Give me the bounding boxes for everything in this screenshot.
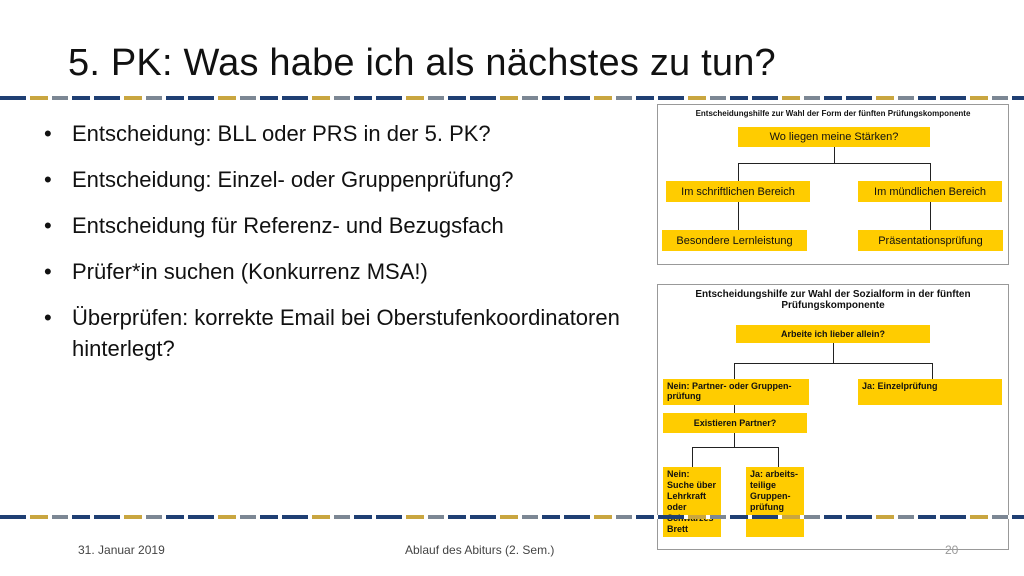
slide-title: 5. PK: Was habe ich als nächstes zu tun?	[68, 42, 776, 84]
connector	[738, 163, 930, 164]
bullet-list	[42, 118, 622, 379]
footer-title: Ablauf des Abiturs (2. Sem.)	[405, 543, 555, 557]
connector	[932, 363, 933, 379]
bll-node: Besondere Lernleistung	[662, 230, 807, 251]
oral-node: Im mündlichen Bereich	[858, 181, 1002, 202]
single-node: Ja: Einzelprüfung	[858, 379, 1002, 405]
social-form-diagram	[657, 284, 1009, 550]
prs-node: Präsentationsprüfung	[858, 230, 1003, 251]
form-decision-diagram	[657, 104, 1009, 265]
connector	[692, 447, 778, 448]
footer-date: 31. Januar 2019	[78, 543, 165, 557]
connector	[734, 363, 735, 379]
bottom-divider	[0, 515, 1024, 519]
bullet-item: • Überprüfen: korrekte Email bei Oberstufenkoordinatoren hinterlegt?	[42, 302, 622, 364]
top-divider	[0, 96, 1024, 100]
connector	[930, 202, 931, 230]
partner-question-node: Existieren Partner?	[663, 413, 807, 433]
group-node: Nein: Partner- oder Gruppen-prüfung	[663, 379, 809, 405]
written-node: Im schriftlichen Bereich	[666, 181, 810, 202]
connector	[778, 447, 779, 467]
connector	[834, 147, 835, 163]
connector	[833, 343, 834, 363]
diagram-heading: Entscheidungshilfe zur Wahl der Form der fünften Prüfungskomponente	[695, 109, 971, 118]
connector	[734, 433, 735, 447]
diagram-heading: Entscheidungshilfe zur Wahl der Sozialform in der fünften Prüfungskomponente	[695, 289, 971, 311]
bullet-item: • Entscheidung: Einzel- oder Gruppenprüfung?	[42, 164, 622, 195]
root-node: Arbeite ich lieber allein?	[736, 325, 930, 343]
bullet-item: • Entscheidung: BLL oder PRS in der 5. PK?	[42, 118, 622, 149]
connector	[734, 405, 735, 413]
partner-yes-node: Ja: arbeits-teilige Gruppen-prüfung	[746, 467, 804, 537]
connector	[738, 202, 739, 230]
page-number: 20	[945, 543, 959, 557]
connector	[738, 163, 739, 181]
bullet-item: • Prüfer*in suchen (Konkurrenz MSA!)	[42, 256, 622, 287]
connector	[930, 163, 931, 181]
bullet-item: • Entscheidung für Referenz- und Bezugsfach	[42, 210, 622, 241]
root-node: Wo liegen meine Stärken?	[738, 127, 930, 147]
connector	[734, 363, 932, 364]
partner-no-node: Nein: Suche über Lehrkraft oder Brett	[663, 467, 721, 537]
connector	[692, 447, 693, 467]
